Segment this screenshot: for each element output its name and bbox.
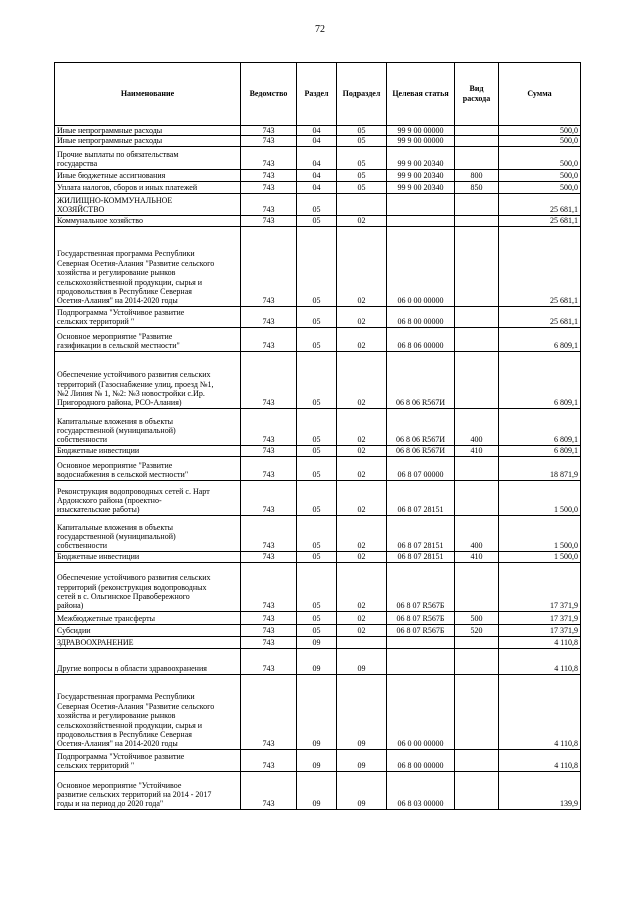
cell-name: Капитальные вложения в объекты государственной (муниципальной) собственности xyxy=(55,515,241,551)
cell-section: 05 xyxy=(297,306,337,327)
header-expense-type: Вид расхода xyxy=(455,63,499,126)
cell-sum: 4 110,8 xyxy=(499,749,581,771)
table-row xyxy=(55,674,581,749)
cell-sum: 4 110,8 xyxy=(499,674,581,749)
cell-section: 05 xyxy=(297,624,337,636)
cell-sum: 25 681,1 xyxy=(499,215,581,226)
cell-name: Иные непрограммные расходы xyxy=(55,136,241,146)
cell-target xyxy=(387,215,455,226)
table-row xyxy=(55,611,581,624)
cell-subsection: 02 xyxy=(337,408,387,445)
table-row xyxy=(55,351,581,408)
cell-sum: 17 371,9 xyxy=(499,611,581,624)
cell-subsection: 02 xyxy=(337,480,387,515)
header-sum: Сумма xyxy=(499,63,581,126)
cell-expense-type xyxy=(455,146,499,169)
cell-dept: 743 xyxy=(241,327,297,351)
cell-target: 06 8 00 00000 xyxy=(387,306,455,327)
table-row xyxy=(55,181,581,193)
cell-name: Прочие выплаты по обязательствам государства xyxy=(55,146,241,169)
table-row xyxy=(55,771,581,809)
cell-expense-type xyxy=(455,456,499,480)
cell-target: 06 8 06 00000 xyxy=(387,327,455,351)
table-row xyxy=(55,456,581,480)
cell-dept: 743 xyxy=(241,408,297,445)
cell-subsection: 02 xyxy=(337,445,387,456)
cell-dept: 743 xyxy=(241,648,297,674)
cell-target: 06 8 07 R567Б xyxy=(387,624,455,636)
cell-sum: 500,0 xyxy=(499,126,581,136)
cell-target: 06 8 07 28151 xyxy=(387,480,455,515)
cell-expense-type xyxy=(455,226,499,306)
table-row xyxy=(55,515,581,551)
cell-subsection: 02 xyxy=(337,327,387,351)
cell-expense-type: 400 xyxy=(455,515,499,551)
cell-subsection xyxy=(337,193,387,215)
cell-name: Основное мероприятие "Развитие газификации в сельской местности" xyxy=(55,327,241,351)
cell-dept: 743 xyxy=(241,515,297,551)
cell-dept: 743 xyxy=(241,169,297,181)
cell-name: Обеспечение устойчивого развития сельских территорий (реконструкция водопроводных сетей в с. Ольгинское Правобережного района) xyxy=(55,562,241,611)
table-row xyxy=(55,126,581,136)
cell-name: Подпрограмма "Устойчивое развитие сельских территорий " xyxy=(55,749,241,771)
cell-dept: 743 xyxy=(241,146,297,169)
table-row xyxy=(55,306,581,327)
cell-target: 99 9 00 20340 xyxy=(387,169,455,181)
cell-expense-type xyxy=(455,636,499,648)
cell-dept: 743 xyxy=(241,181,297,193)
cell-sum: 1 500,0 xyxy=(499,551,581,562)
cell-expense-type: 400 xyxy=(455,408,499,445)
cell-subsection: 05 xyxy=(337,181,387,193)
cell-section: 04 xyxy=(297,181,337,193)
table-row xyxy=(55,408,581,445)
cell-section: 04 xyxy=(297,169,337,181)
cell-target: 06 8 03 00000 xyxy=(387,771,455,809)
table-body xyxy=(55,126,581,810)
cell-target: 06 8 07 28151 xyxy=(387,551,455,562)
cell-target xyxy=(387,636,455,648)
cell-sum: 4 110,8 xyxy=(499,636,581,648)
header-section: Раздел xyxy=(297,63,337,126)
cell-name: Реконструкция водопроводных сетей с. Нарт Ардонского района (проектно- изыскательские работы) xyxy=(55,480,241,515)
cell-sum: 17 371,9 xyxy=(499,624,581,636)
cell-name: ЗДРАВООХРАНЕНИЕ xyxy=(55,636,241,648)
cell-dept: 743 xyxy=(241,636,297,648)
cell-section: 05 xyxy=(297,611,337,624)
cell-expense-type xyxy=(455,749,499,771)
cell-section: 09 xyxy=(297,749,337,771)
cell-name: Подпрограмма "Устойчивое развитие сельских территорий " xyxy=(55,306,241,327)
cell-dept: 743 xyxy=(241,480,297,515)
cell-subsection: 02 xyxy=(337,551,387,562)
cell-sum: 25 681,1 xyxy=(499,193,581,215)
cell-expense-type xyxy=(455,480,499,515)
header-target: Целевая статья xyxy=(387,63,455,126)
cell-name: Иные непрограммные расходы xyxy=(55,126,241,136)
table-row xyxy=(55,551,581,562)
cell-target: 06 8 07 28151 xyxy=(387,515,455,551)
cell-sum: 500,0 xyxy=(499,169,581,181)
cell-expense-type xyxy=(455,136,499,146)
cell-section: 05 xyxy=(297,215,337,226)
header-name: Наименование xyxy=(55,63,241,126)
cell-dept: 743 xyxy=(241,193,297,215)
cell-subsection: 02 xyxy=(337,306,387,327)
cell-section: 05 xyxy=(297,351,337,408)
cell-name: Субсидии xyxy=(55,624,241,636)
cell-subsection: 05 xyxy=(337,126,387,136)
cell-section: 05 xyxy=(297,445,337,456)
cell-subsection: 02 xyxy=(337,611,387,624)
cell-expense-type xyxy=(455,327,499,351)
cell-dept: 743 xyxy=(241,351,297,408)
cell-subsection: 09 xyxy=(337,749,387,771)
cell-section: 05 xyxy=(297,226,337,306)
table-row xyxy=(55,215,581,226)
table-row xyxy=(55,136,581,146)
cell-section: 09 xyxy=(297,648,337,674)
cell-dept: 743 xyxy=(241,562,297,611)
cell-section: 05 xyxy=(297,456,337,480)
cell-name: Бюджетные инвестиции xyxy=(55,445,241,456)
cell-dept: 743 xyxy=(241,674,297,749)
cell-dept: 743 xyxy=(241,611,297,624)
cell-target: 99 9 00 20340 xyxy=(387,181,455,193)
cell-sum: 17 371,9 xyxy=(499,562,581,611)
cell-subsection: 09 xyxy=(337,648,387,674)
cell-sum: 139,9 xyxy=(499,771,581,809)
cell-dept: 743 xyxy=(241,551,297,562)
cell-name: Межбюджетные трансферты xyxy=(55,611,241,624)
table-row xyxy=(55,624,581,636)
cell-target: 99 9 00 00000 xyxy=(387,136,455,146)
cell-expense-type xyxy=(455,126,499,136)
cell-target xyxy=(387,193,455,215)
cell-name: Иные бюджетные ассигнования xyxy=(55,169,241,181)
cell-dept: 743 xyxy=(241,749,297,771)
cell-dept: 743 xyxy=(241,136,297,146)
table-row xyxy=(55,749,581,771)
budget-table xyxy=(54,62,581,810)
cell-expense-type xyxy=(455,648,499,674)
header-subsection: Подраздел xyxy=(337,63,387,126)
cell-sum: 500,0 xyxy=(499,146,581,169)
cell-section: 05 xyxy=(297,480,337,515)
cell-name: Государственная программа Республики Северная Осетия-Алания "Развитие сельского хозяйства и регулирование рынков сельскохозяйственной продукции, сырья и продовольствия в Республике Северная Осетия-Алания" на 2014-2020 годы xyxy=(55,674,241,749)
cell-subsection: 09 xyxy=(337,674,387,749)
cell-target: 99 9 00 20340 xyxy=(387,146,455,169)
cell-dept: 743 xyxy=(241,126,297,136)
cell-subsection: 02 xyxy=(337,515,387,551)
cell-name: Другие вопросы в области здравоохранения xyxy=(55,648,241,674)
cell-target: 06 8 07 R567Б xyxy=(387,562,455,611)
cell-dept: 743 xyxy=(241,445,297,456)
cell-sum: 6 809,1 xyxy=(499,327,581,351)
cell-dept: 743 xyxy=(241,215,297,226)
cell-expense-type: 850 xyxy=(455,181,499,193)
cell-expense-type: 520 xyxy=(455,624,499,636)
table-row xyxy=(55,636,581,648)
table-row xyxy=(55,562,581,611)
cell-subsection xyxy=(337,636,387,648)
cell-section: 05 xyxy=(297,562,337,611)
cell-section: 05 xyxy=(297,327,337,351)
cell-subsection: 05 xyxy=(337,169,387,181)
cell-sum: 6 809,1 xyxy=(499,351,581,408)
cell-subsection: 02 xyxy=(337,226,387,306)
cell-name: Основное мероприятие "Устойчивое развитие сельских территорий на 2014 - 2017 годы и на период до 2020 года" xyxy=(55,771,241,809)
page-number: 72 xyxy=(315,24,325,35)
cell-target: 06 8 07 00000 xyxy=(387,456,455,480)
cell-dept: 743 xyxy=(241,456,297,480)
cell-sum: 25 681,1 xyxy=(499,226,581,306)
cell-expense-type: 800 xyxy=(455,169,499,181)
cell-name: Капитальные вложения в объекты государственной (муниципальной) собственности xyxy=(55,408,241,445)
table-row xyxy=(55,327,581,351)
cell-subsection: 02 xyxy=(337,456,387,480)
cell-expense-type: 410 xyxy=(455,551,499,562)
cell-sum: 1 500,0 xyxy=(499,515,581,551)
cell-target xyxy=(387,648,455,674)
cell-sum: 18 871,9 xyxy=(499,456,581,480)
cell-expense-type xyxy=(455,674,499,749)
cell-section: 05 xyxy=(297,193,337,215)
cell-expense-type xyxy=(455,351,499,408)
cell-target: 06 8 06 R567И xyxy=(387,445,455,456)
cell-expense-type: 410 xyxy=(455,445,499,456)
cell-sum: 25 681,1 xyxy=(499,306,581,327)
cell-subsection: 02 xyxy=(337,351,387,408)
cell-sum: 1 500,0 xyxy=(499,480,581,515)
cell-expense-type: 500 xyxy=(455,611,499,624)
cell-section: 04 xyxy=(297,136,337,146)
cell-section: 05 xyxy=(297,551,337,562)
cell-expense-type xyxy=(455,193,499,215)
cell-section: 05 xyxy=(297,408,337,445)
cell-target: 06 0 00 00000 xyxy=(387,674,455,749)
cell-dept: 743 xyxy=(241,226,297,306)
cell-name: Коммунальное хозяйство xyxy=(55,215,241,226)
cell-sum: 4 110,8 xyxy=(499,648,581,674)
cell-expense-type xyxy=(455,562,499,611)
cell-target: 06 8 06 R567И xyxy=(387,408,455,445)
cell-subsection: 02 xyxy=(337,562,387,611)
table-row xyxy=(55,146,581,169)
cell-section: 05 xyxy=(297,515,337,551)
cell-section: 04 xyxy=(297,146,337,169)
cell-expense-type xyxy=(455,771,499,809)
cell-expense-type xyxy=(455,306,499,327)
cell-name: Государственная программа Республики Северная Осетия-Алания "Развитие сельского хозяйства и регулирование рынков сельскохозяйственной продукции, сырья и продовольствия в Республике Северная Осетия-Алания" на 2014-2020 годы xyxy=(55,226,241,306)
cell-dept: 743 xyxy=(241,306,297,327)
cell-sum: 500,0 xyxy=(499,181,581,193)
cell-dept: 743 xyxy=(241,771,297,809)
cell-expense-type xyxy=(455,215,499,226)
cell-target: 06 8 07 R567Б xyxy=(387,611,455,624)
table-row xyxy=(55,169,581,181)
table-row xyxy=(55,445,581,456)
header-dept: Ведомство xyxy=(241,63,297,126)
cell-sum: 6 809,1 xyxy=(499,408,581,445)
cell-subsection: 09 xyxy=(337,771,387,809)
cell-subsection: 05 xyxy=(337,136,387,146)
cell-section: 04 xyxy=(297,126,337,136)
cell-target: 06 0 00 00000 xyxy=(387,226,455,306)
cell-sum: 500,0 xyxy=(499,136,581,146)
cell-name: Обеспечение устойчивого развития сельских территорий (Газоснабжение улиц, проезд №1, №2 Линия № 1, №2: №3 новостройки с.Ир. Пригородного района, РСО-Алания) xyxy=(55,351,241,408)
cell-subsection: 02 xyxy=(337,215,387,226)
header-row xyxy=(55,63,581,126)
cell-name: Бюджетные инвестиции xyxy=(55,551,241,562)
cell-target: 06 8 06 R567И xyxy=(387,351,455,408)
cell-target: 99 9 00 00000 xyxy=(387,126,455,136)
table-row xyxy=(55,226,581,306)
cell-name: ЖИЛИЩНО-КОММУНАЛЬНОЕ ХОЗЯЙСТВО xyxy=(55,193,241,215)
cell-subsection: 05 xyxy=(337,146,387,169)
cell-section: 09 xyxy=(297,771,337,809)
cell-target: 06 8 00 00000 xyxy=(387,749,455,771)
cell-section: 09 xyxy=(297,636,337,648)
cell-name: Основное мероприятие "Развитие водоснабжения в сельской местности" xyxy=(55,456,241,480)
cell-subsection: 02 xyxy=(337,624,387,636)
table-row xyxy=(55,480,581,515)
cell-dept: 743 xyxy=(241,624,297,636)
table-row xyxy=(55,648,581,674)
cell-section: 09 xyxy=(297,674,337,749)
table-row xyxy=(55,193,581,215)
cell-name: Уплата налогов, сборов и иных платежей xyxy=(55,181,241,193)
cell-sum: 6 809,1 xyxy=(499,445,581,456)
